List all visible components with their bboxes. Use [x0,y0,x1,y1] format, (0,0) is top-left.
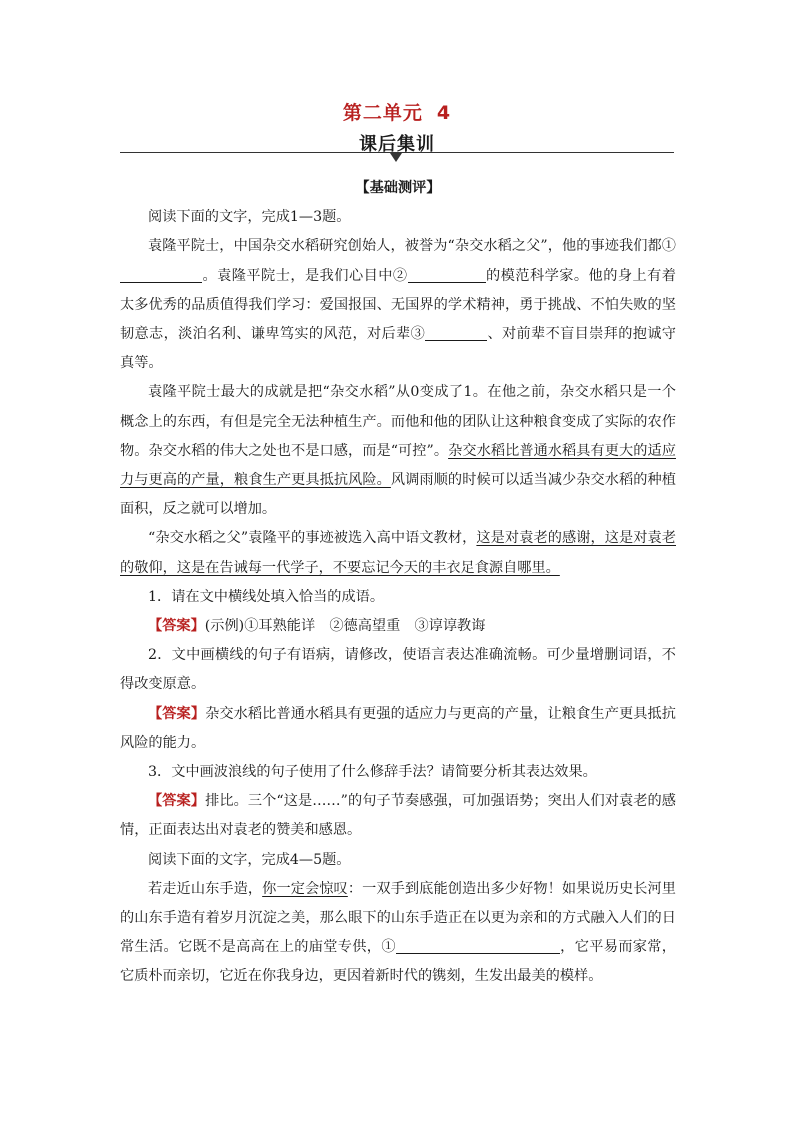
passage2-paragraph1 [120,875,676,992]
unit-title [0,98,794,125]
passage-text: 风调雨顺的时候可以适当减少杂交水稻的种植面积，反之就可以增加。 [120,472,676,518]
question-3: 3．文中画波浪线的句子使用了什么修辞手法？请简要分析其表达效果。 [148,764,597,781]
answer-blank-3 [425,324,487,341]
reading-instruction-2: 阅读下面的文字，完成4—5题。 [148,851,351,868]
passage-text: ：一双手到底能创造出多少好物！如果说历史长河里的山东手造有着岁月沉淀之美，那么眼下的山东手造正在以更为亲和的方式融入人们的日常生活。它既不是高高在上的庙堂专供，① [120,880,676,956]
answer-blank-2 [408,266,486,283]
unit-label: 第二单元 [342,102,423,124]
passage-text: 的模范科学家。他的身上有着太多优秀的品质值得我们学习：爱国报国、无国界的学术精神，勇于挑战、不怕失败的坚韧意志，淡泊名利、谦卑笃实的风范，对后辈③ [120,267,676,343]
answer-text: (示例)①耳熟能详 ②德高望重 ③谆谆教诲 [204,618,486,635]
passage-text: 、对前辈不盲目崇拜的抱诚守真等。 [120,326,676,372]
wavy-underlined-sentence: 这是对袁老的感谢，这是对袁老的敬仰，这是在告诫每一代学子，不要忘记今天的丰衣足食源自哪里。 [120,530,676,576]
answer-blank-1 [120,266,202,283]
divider-arrow-icon [390,153,402,162]
question-1: 1．请在文中横线处填入恰当的成语。 [148,588,385,605]
reading-instruction-1: 阅读下面的文字，完成1—3题。 [148,209,351,226]
answer-3 [120,787,676,845]
passage-text: 袁隆平院士最大的成就是把“杂交水稻”从0变成了1。在他之前，杂交水稻只是一个概念上的东西，有但是完全无法种植生产。而他和他的团队让这种粮食变成了实际的农作物。杂交水稻的伟大之处也不是口感，而是“可控”。 [120,384,676,459]
underlined-sentence: 杂交水稻比普通水稻具有更大的适应力与更高的产量，粮食生产更具抵抗风险。 [120,442,676,489]
document-body [120,174,676,992]
passage1-paragraph3 [120,524,676,582]
answer-2 [120,700,676,758]
passage-text: “杂交水稻之父”袁隆平的事迹被选入高中语文教材， [148,530,477,547]
answer-text: 排比。三个“这是……”的句子节奏感强，可加强语势；突出人们对袁老的感情，正面表达出对袁老的赞美和感恩。 [120,793,676,839]
answer-tag: 【答案】 [148,618,205,635]
passage-text: 袁隆平院士，中国杂交水稻研究创始人，被誉为“杂交水稻之父”，他的事迹我们都① [148,238,676,255]
question-2: 2．文中画横线的句子有语病，请修改，使语言表达准确流畅。可少量增删词语，不得改变原意。 [120,647,676,693]
passage-text: 。袁隆平院士，是我们心目中② [202,267,408,284]
answer-tag: 【答案】 [148,705,206,722]
section-title: 【基础测评】 [355,180,441,196]
answer-1 [120,612,676,641]
answer-tag: 【答案】 [148,793,206,810]
passage1-paragraph1 [120,232,676,378]
answer-blank-4 [396,937,560,954]
underlined-phrase: 你一定会惊叹 [262,880,348,897]
lesson-number: 4 [436,102,452,124]
page-subtitle: 课后集训 [359,134,435,155]
passage1-paragraph2 [120,378,676,524]
passage-text: ，它平易而家常，它质朴而亲切，它近在你我身边，更因着新时代的镌刻，生发出最美的模样。 [120,939,676,985]
passage-text: 若走近山东手造， [148,880,263,897]
answer-text: 杂交水稻比普通水稻具有更强的适应力与更高的产量，让粮食生产更具抵抗风险的能力。 [120,705,676,751]
